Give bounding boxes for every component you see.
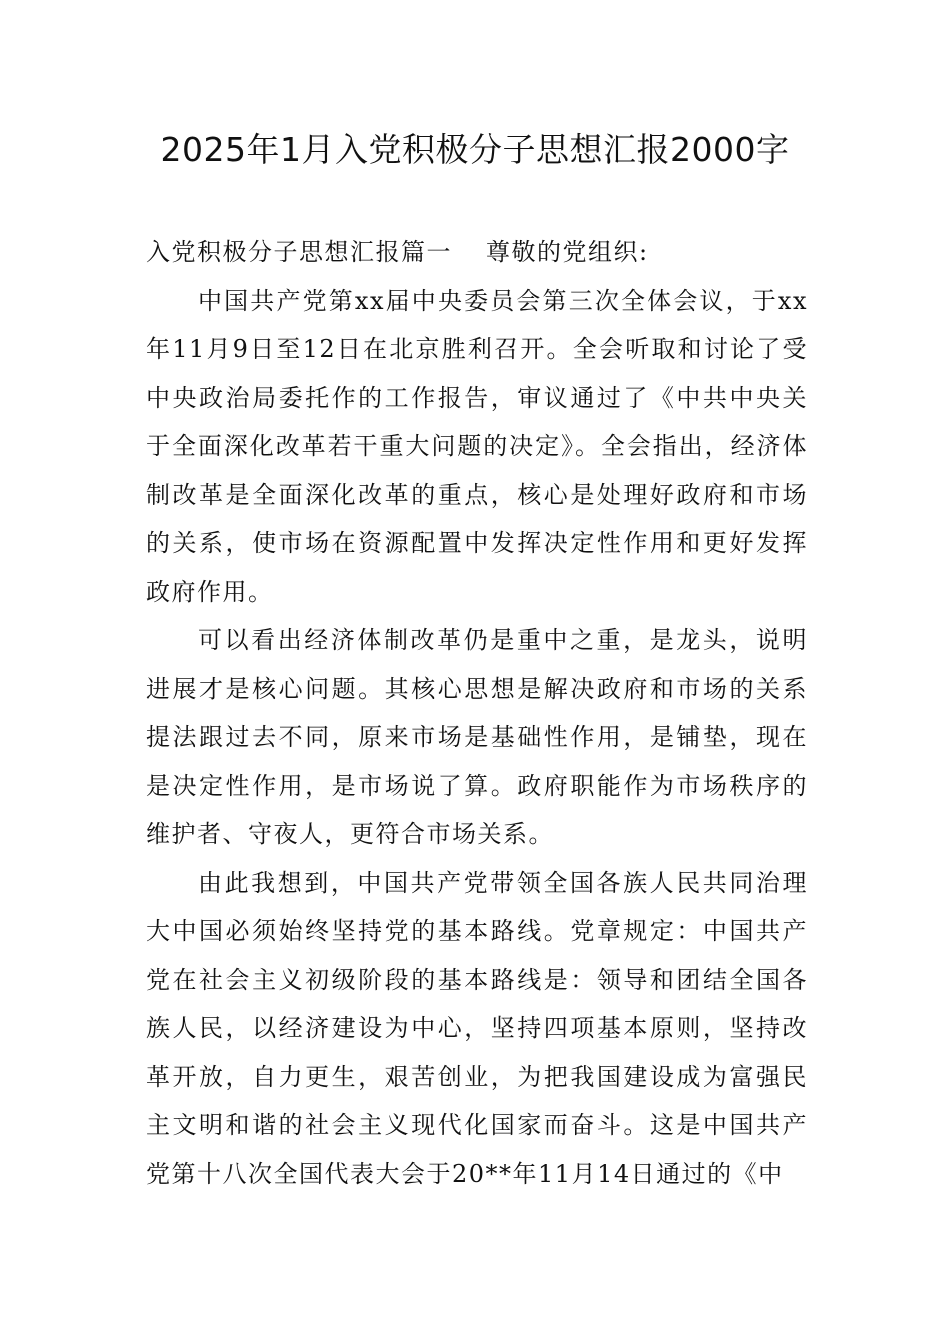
salutation: 尊敬的党组织: [486,238,649,266]
section-heading-line [146,228,808,277]
document-title: 2025年1月入党积极分子思想汇报2000字 [160,130,790,169]
section-heading: 入党积极分子思想汇报篇一 [146,238,452,266]
paragraph-3: 由此我想到，中国共产党带领全国各族人民共同治理大中国必须始终坚持党的基本路线。党章规定：中国共产党在社会主义初级阶段的基本路线是：领导和团结全国各族人民，以经济建设为中心，坚持四项基本原则，坚持改革开放，自力更生，艰苦创业，为把我国建设成为富强民主文明和谐的社会主义现代化国家而奋斗。这是中国共产党第十八次全国代表大会于20**年11月14日通过的《中 [146,868,808,1188]
paragraph-2: 可以看出经济体制改革仍是重中之重，是龙头，说明进展才是核心问题。其核心思想是解决政府和市场的关系提法跟过去不同，原来市场是基础性作用，是铺垫，现在是决定性作用，是市场说了算。政府职能作为市场秩序的维护者、守夜人，更符合市场关系。 [146,626,808,848]
document-body [146,228,808,1198]
paragraph-1: 中国共产党第xx届中央委员会第三次全体会议，于xx年11月9日至12日在北京胜利召开。全会听取和讨论了受中央政治局委托作的工作报告，审议通过了《中共中央关于全面深化改革若干重大问题的决定》。全会指出，经济体制改革是全面深化改革的重点，核心是处理好政府和市场的关系，使市场在资源配置中发挥决定性作用和更好发挥政府作用。 [146,286,808,606]
